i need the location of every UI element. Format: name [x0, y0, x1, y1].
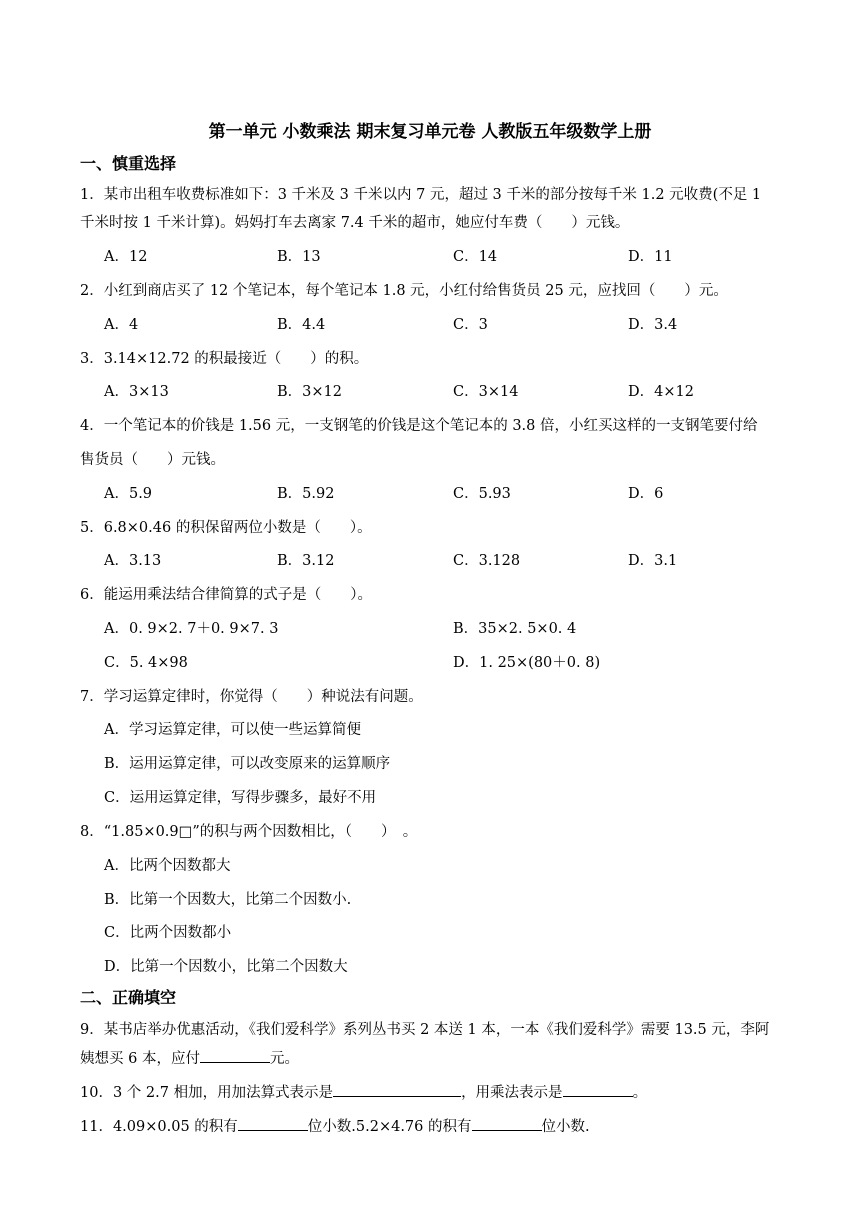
question-1-option-b: B．13: [277, 249, 321, 265]
question-2-text: 2．小红到商店买了 12 个笔记本，每个笔记本 1.8 元，小红付给售货员 25 元，应找回（ ）元。: [80, 283, 728, 299]
question-6-option-a: A．0. 9×2. 7＋0. 9×7. 3: [104, 621, 279, 637]
question-11-second-blank[interactable]: [472, 1115, 542, 1131]
question-9-text: 9．某书店举办优惠活动，《我们爱科学》系列丛书买 2 本送 1 本，一本《我们爱科学》需要 13.5 元，李阿: [80, 1022, 770, 1038]
question-11-text-suffix: 位小数.: [541, 1119, 590, 1135]
question-11-text-middle: 位小数.5.2×4.76 的积有: [307, 1119, 472, 1135]
question-10-addition-blank[interactable]: [333, 1081, 461, 1097]
question-11-text-prefix: 11．4.09×0.05 的积有: [80, 1119, 238, 1135]
question-8-option-b: B．比第一个因数大，比第二个因数小.: [104, 892, 352, 908]
question-5-option-a: A．3.13: [104, 553, 162, 569]
question-10-multiplication-blank[interactable]: [563, 1081, 633, 1097]
question-7-option-b: B．运用运算定律，可以改变原来的运算顺序: [104, 756, 391, 772]
question-4-option-b: B．5.92: [277, 486, 335, 502]
question-5-text: 5．6.8×0.46 的积保留两位小数是（ ）。: [80, 520, 372, 536]
question-6-option-d: D．1. 25×(80＋0. 8): [453, 655, 601, 671]
question-4-option-c: C．5.93: [453, 486, 511, 502]
question-9-text-prefix: 姨想买 6 本，应付: [80, 1051, 200, 1067]
question-3-option-c: C．3×14: [453, 384, 519, 400]
question-9-text-cont: [80, 1047, 299, 1069]
question-4-text-cont: 售货员（ ）元钱。: [80, 452, 225, 468]
question-2-option-c: C．3: [453, 317, 488, 333]
question-11-first-blank[interactable]: [238, 1115, 308, 1131]
question-2-option-a: A．4: [104, 317, 139, 333]
question-2-option-d: D．3.4: [628, 317, 678, 333]
question-5-option-c: C．3.128: [453, 553, 521, 569]
question-5-option-d: D．3.1: [628, 553, 678, 569]
question-3-option-b: B．3×12: [277, 384, 342, 400]
section-heading-choice: 一、慎重选择: [80, 154, 177, 173]
question-4-option-d: D．6: [628, 486, 664, 502]
question-4-option-a: A．5.9: [104, 486, 153, 502]
question-2-option-b: B．4.4: [277, 317, 326, 333]
question-6-option-c: C．5. 4×98: [104, 655, 188, 671]
question-6-option-b: B．35×2. 5×0. 4: [453, 621, 577, 637]
question-1-option-d: D．11: [628, 249, 673, 265]
question-8-option-d: D．比第一个因数小，比第二个因数大: [104, 959, 348, 975]
question-6-text: 6．能运用乘法结合律简算的式子是（ ）。: [80, 587, 372, 603]
question-3-option-a: A．3×13: [104, 384, 169, 400]
question-10-text-prefix: 10．3 个 2.7 相加，用加法算式表示是: [80, 1085, 334, 1101]
question-4-text: 4．一个笔记本的价钱是 1.56 元，一支钢笔的价钱是这个笔记本的 3.8 倍，小红买这样的一支钢笔要付给: [80, 418, 758, 434]
question-8-text: 8．“1.85×0.9□”的积与两个因数相比，（ ） 。: [80, 824, 418, 840]
question-9-answer-blank[interactable]: [200, 1047, 270, 1063]
question-11-text: [80, 1115, 590, 1137]
section-heading-fill-in: 二、正确填空: [80, 988, 177, 1007]
question-8-option-a: A．比两个因数都大: [104, 858, 231, 874]
question-9-text-suffix: 元。: [269, 1051, 299, 1067]
question-10-text-suffix: 。: [632, 1085, 648, 1101]
question-1-text-cont: 千米时按 1 千米计算)。妈妈打车去离家 7.4 千米的超市，她应付车费（ ）元钱。: [80, 215, 630, 231]
question-1-option-c: C．14: [453, 249, 498, 265]
question-5-option-b: B．3.12: [277, 553, 335, 569]
question-10-text-middle: ，用乘法表示是: [461, 1085, 563, 1101]
question-3-option-d: D．4×12: [628, 384, 694, 400]
question-7-option-c: C．运用运算定律，写得步骤多，最好不用: [104, 790, 377, 806]
question-1-option-a: A．12: [104, 249, 148, 265]
question-7-option-a: A．学习运算定律，可以使一些运算简便: [104, 722, 361, 738]
question-10-text: [80, 1081, 647, 1103]
question-8-option-c: C．比两个因数都小: [104, 925, 232, 941]
question-3-text: 3．3.14×12.72 的积最接近（ ）的积。: [80, 351, 369, 367]
page-title: 第一单元 小数乘法 期末复习单元卷 人教版五年级数学上册: [208, 122, 652, 142]
question-7-text: 7．学习运算定律时，你觉得（ ）种说法有问题。: [80, 689, 423, 705]
question-1-text: 1．某市出租车收费标准如下：3 千米及 3 千米以内 7 元，超过 3 千米的部分按每千米 1.2 元收费(不足 1: [80, 187, 762, 203]
